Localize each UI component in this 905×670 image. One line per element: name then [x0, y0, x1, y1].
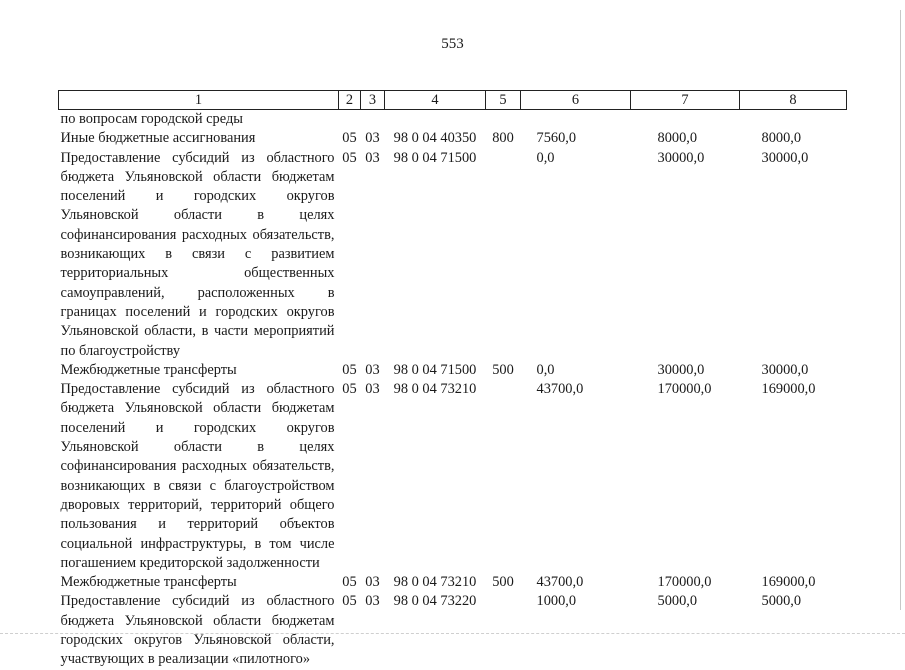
cell-section: 05: [342, 574, 357, 591]
row-name: Предоставление субсидий из областного бюджета Ульяновской области бюджетам поселений и городских округов Ульяновской области в целях софинансирования расходных обязательств, возникающих в связи с развитием территориальных общественных самоуправлений, расположенных в границах поселений и городских округов Ульяновской области, в части мероприятий по благоустройству: [60, 149, 335, 359]
cell-target-code: 98 0 04 71500: [393, 361, 477, 378]
cell-amount-6: 0,0: [536, 149, 555, 166]
cell-amount-7: 30000,0: [657, 361, 705, 378]
row-name: Межбюджетные трансферты: [60, 361, 237, 378]
cell-expense-type: 500: [492, 361, 514, 378]
cell-amount-6: 0,0: [536, 361, 555, 378]
cell-amount-8: 169000,0: [761, 381, 816, 398]
table-row: [59, 573, 847, 592]
cell-expense-type: 500: [492, 574, 514, 591]
row-name: Межбюджетные трансферты: [60, 574, 237, 591]
column-header: 2: [339, 91, 361, 110]
scan-bottom-edge: [0, 632, 905, 634]
table-row: [59, 149, 847, 361]
cell-amount-8: 5000,0: [761, 593, 802, 610]
cell-amount-7: [631, 110, 740, 130]
cell-amount-7: 5000,0: [657, 593, 698, 610]
cell-amount-6: 43700,0: [536, 381, 584, 398]
table-row: [59, 110, 847, 130]
cell-target-code: [385, 110, 486, 130]
cell-target-code: 98 0 04 73210: [393, 381, 477, 398]
scan-edge-line: [900, 10, 901, 610]
cell-subsection: 03: [365, 574, 380, 591]
row-name: по вопросам городской среды: [60, 111, 243, 127]
cell-expense-type: [486, 149, 521, 361]
cell-expense-type: 800: [492, 130, 514, 147]
cell-amount-6: 43700,0: [536, 574, 584, 591]
cell-amount-6: 1000,0: [536, 593, 577, 610]
cell-section: 05: [342, 149, 357, 166]
cell-amount-7: 170000,0: [657, 381, 712, 398]
table-header-row: [59, 91, 847, 110]
cell-target-code: 98 0 04 73220: [393, 593, 477, 610]
column-header: 7: [631, 91, 740, 110]
cell-target-code: 98 0 04 71500: [393, 149, 477, 166]
cell-amount-7: 30000,0: [657, 149, 705, 166]
cell-amount-8: 8000,0: [761, 130, 802, 147]
row-name: Иные бюджетные ассигнования: [60, 130, 256, 147]
row-name: Предоставление субсидий из областного бюджета Ульяновской области бюджетам городских округов Ульяновской области, участвующих в реализации «пилотного»: [60, 593, 335, 668]
cell-subsection: 03: [365, 593, 380, 610]
cell-amount-8: [740, 110, 847, 130]
cell-expense-type: [486, 380, 521, 573]
cell-amount-8: 169000,0: [761, 574, 816, 591]
cell-amount-7: 8000,0: [657, 130, 698, 147]
cell-section: [339, 110, 361, 130]
column-header: 3: [361, 91, 385, 110]
cell-subsection: [361, 110, 385, 130]
table-row: [59, 361, 847, 380]
column-header: 8: [740, 91, 847, 110]
table-row: [59, 380, 847, 573]
table-row: [59, 129, 847, 148]
cell-amount-6: 7560,0: [536, 130, 577, 147]
cell-subsection: 03: [365, 361, 380, 378]
cell-target-code: 98 0 04 40350: [393, 130, 477, 147]
column-header: 4: [385, 91, 486, 110]
cell-section: 05: [342, 593, 357, 610]
column-header: 5: [486, 91, 521, 110]
cell-section: 05: [342, 361, 357, 378]
cell-subsection: 03: [365, 381, 380, 398]
cell-amount-6: [521, 110, 631, 130]
cell-subsection: 03: [365, 149, 380, 166]
cell-section: 05: [342, 381, 357, 398]
cell-amount-8: 30000,0: [761, 149, 809, 166]
cell-target-code: 98 0 04 73210: [393, 574, 477, 591]
budget-table: [58, 90, 847, 670]
cell-amount-8: 30000,0: [761, 361, 809, 378]
column-header: 1: [59, 91, 339, 110]
row-name: Предоставление субсидий из областного бюджета Ульяновской области бюджетам поселений и городских округов Ульяновской области в целях софинансирования расходных обязательств, возникающих в связи с благоустройством дворовых территорий, территорий общего пользования и территорий объектов социальной инфраструктуры, в том числе погашением кредиторской задолженности: [60, 381, 335, 571]
cell-amount-7: 170000,0: [657, 574, 712, 591]
cell-section: 05: [342, 130, 357, 147]
cell-subsection: 03: [365, 130, 380, 147]
page-number: 553: [441, 36, 464, 52]
cell-expense-type: [486, 110, 521, 130]
column-header: 6: [521, 91, 631, 110]
